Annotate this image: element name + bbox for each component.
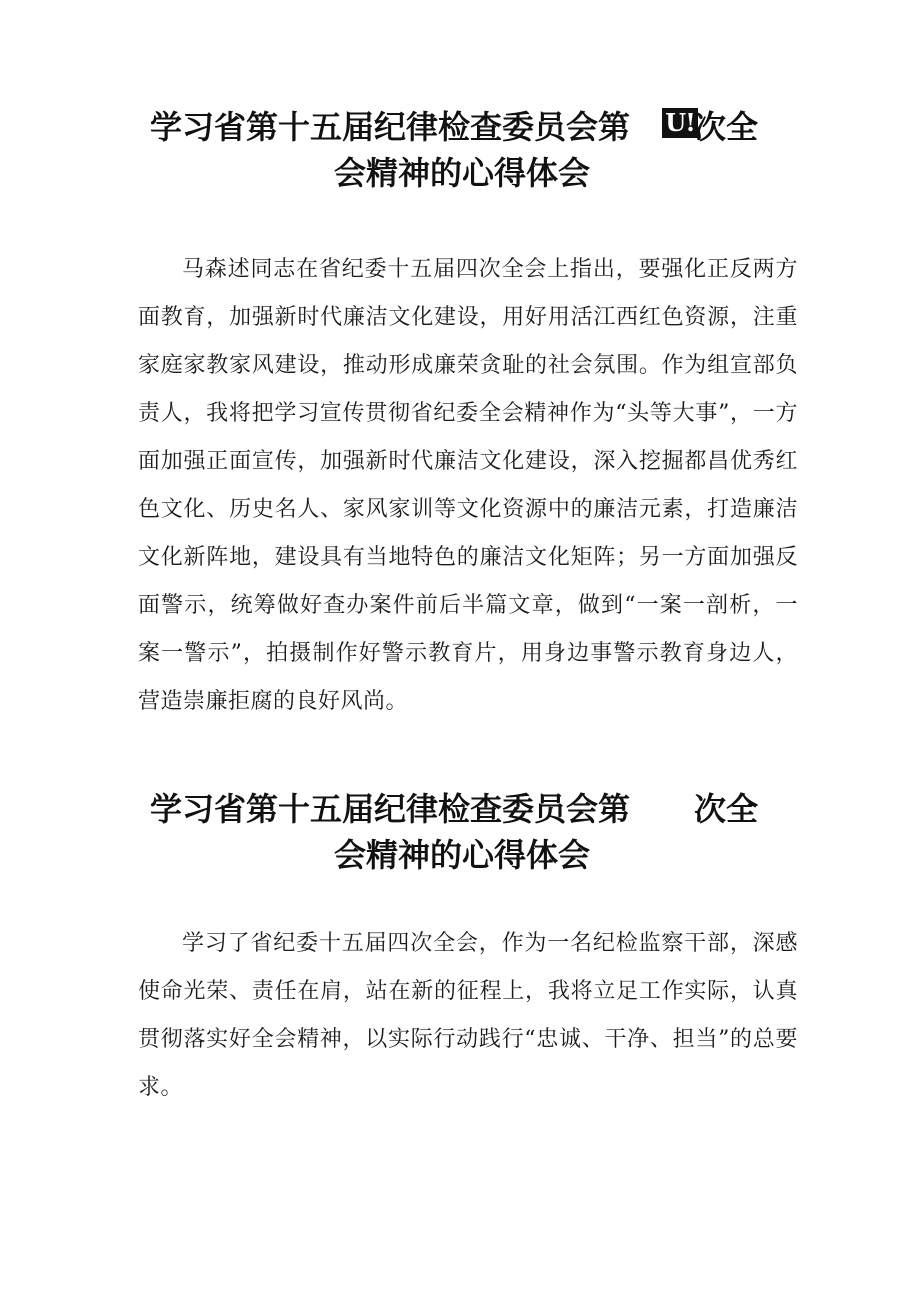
section-2-title-text-1: 学习省第十五届纪律检查委员会第 (150, 790, 631, 828)
section-2-title-line-2 (0, 832, 920, 878)
section-1-title-badge: U! (662, 108, 698, 138)
section-2-title-text-2: 次全 (694, 790, 759, 828)
section-1-title-line-2 (0, 150, 920, 196)
section-1-title-line-1 (0, 104, 920, 150)
section-1-title (0, 104, 920, 196)
section-1 (0, 104, 920, 196)
section-1-title-text-3: 会精神的心得体会 (334, 154, 591, 192)
section-2-title-text-3: 会精神的心得体会 (334, 836, 591, 874)
section-1-title-text-2: 次全 (694, 108, 759, 146)
section-2-paragraph: 学习了省纪委十五届四次全会，作为一名纪检监察干部，深感使命光荣、责任在肩，站在新的征程上，我将立足工作实际，认真贯彻落实好全会精神，以实际行动践行“忠诚、干净、担当”的总要求。 (138, 931, 798, 1100)
section-2-title-line-1 (0, 786, 920, 832)
section-2 (0, 786, 920, 878)
section-1-title-text-1: 学习省第十五届纪律检查委员会第 (150, 108, 631, 146)
section-1-paragraph: 马森述同志在省纪委十五届四次全会上指出，要强化正反两方面教育，加强新时代廉洁文化建设，用好用活江西红色资源，注重家庭家教家风建设，推动形成廉荣贪耻的社会氛围。作为组宣部负责人，我将把学习宣传贯彻省纪委全会精神作为“头等大事”，一方面加强正面宣传，加强新时代廉洁文化建设，深入挖掘都昌优秀红色文化、历史名人、家风家训等文化资源中的廉洁元素，打造廉洁文化新阵地，建设具有当地特色的廉洁文化矩阵；另一方面加强反面警示，统筹做好查办案件前后半篇文章，做到“一案一剖析，一案一警示”，拍摄制作好警示教育片，用身边事警示教育身边人，营造崇廉拒腐的良好风尚。 (138, 257, 798, 714)
section-2-title (0, 786, 920, 878)
